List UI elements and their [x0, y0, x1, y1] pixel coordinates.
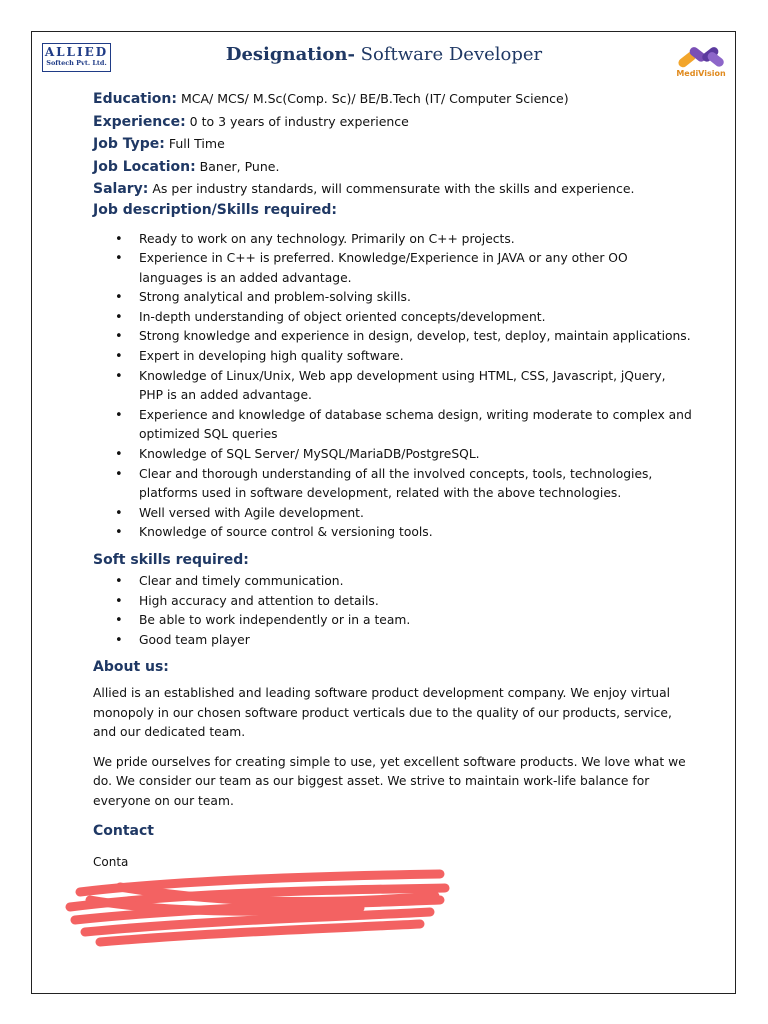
skills-list [93, 230, 693, 544]
skill-item: • Experience in C++ is preferred. Knowledge/Experience in JAVA or any other OO languages is an added advantage. [93, 249, 693, 288]
job-posting [93, 88, 693, 869]
medivision-logo [672, 44, 730, 84]
about-paragraph: We pride ourselves for creating simple to use, yet excellent software products. We love what we do. We consider our team as our biggest asset. We strive to maintain work-life balance for everyone on our team. [93, 754, 686, 808]
skill-item: • Clear and thorough understanding of all the involved concepts, tools, technologies, platforms used in software development, related with the above technologies. [93, 465, 693, 504]
field-label: Job Type: [93, 136, 165, 152]
job-fields [93, 88, 693, 201]
about-paragraph: Allied is an established and leading software product development company. We enjoy virtual monopoly in our chosen software product verticals due to the quality of our products, service, and our dedicated team. [93, 686, 672, 740]
field-row [93, 133, 693, 156]
skill-item: • In-depth understanding of object oriented concepts/development. [93, 308, 693, 328]
skill-item: • Knowledge of SQL Server/ MySQL/MariaDB/PostgreSQL. [93, 445, 693, 465]
skill-item: • Expert in developing high quality software. [93, 347, 693, 367]
allied-logo-main: ALLIED [44, 45, 109, 59]
field-row [93, 156, 693, 179]
soft-skill-item: • Be able to work independently or in a team. [93, 611, 693, 631]
field-value: As per industry standards, will commensurate with the skills and experience. [148, 181, 635, 196]
field-value: MCA/ MCS/ M.Sc(Comp. Sc)/ BE/B.Tech (IT/ Computer Science) [176, 91, 569, 106]
soft-skill-item: • High accuracy and attention to details. [93, 592, 693, 612]
redaction-scribble [60, 862, 460, 952]
field-value: Baner, Pune. [195, 158, 280, 174]
about-section [93, 684, 693, 811]
field-label: Education: [93, 91, 177, 107]
soft-skill-item: • Good team player [93, 631, 693, 651]
skill-item: • Knowledge of source control & versioning tools. [93, 523, 693, 543]
medivision-logo-text: MediVision [676, 69, 726, 78]
medivision-logo-icon [675, 44, 727, 68]
title-label: Designation- [225, 44, 355, 65]
skill-item: • Experience and knowledge of database schema design, writing moderate to complex and optimized SQL queries [93, 406, 693, 445]
field-value: 0 to 3 years of industry experience [185, 113, 409, 129]
skill-item: • Well versed with Agile development. [93, 504, 693, 524]
about-heading: About us: [93, 659, 169, 676]
field-row [93, 88, 693, 111]
soft-skills-list [93, 572, 693, 650]
skills-heading: Job description/Skills required: [93, 201, 337, 218]
soft-skill-item: • Clear and timely communication. [93, 572, 693, 592]
field-value: Full Time [164, 136, 225, 151]
skill-item: • Knowledge of Linux/Unix, Web app development using HTML, CSS, Javascript, jQuery, PHP is an added advantage. [93, 367, 693, 406]
field-row [93, 178, 693, 201]
contact-heading: Contact [93, 823, 154, 840]
field-label: Job Location: [93, 158, 196, 175]
contact-partial: Conta [93, 855, 129, 870]
skill-item: • Strong analytical and problem-solving skills. [93, 288, 693, 308]
page-title [0, 44, 768, 65]
soft-skills-heading: Soft skills required: [93, 552, 249, 568]
field-label: Salary: [93, 181, 149, 197]
skill-item: • Ready to work on any technology. Primarily on C++ projects. [93, 230, 693, 250]
skill-item: • Strong knowledge and experience in design, develop, test, deploy, maintain applications. [93, 327, 693, 347]
title-value: Software Developer [354, 44, 543, 65]
field-label: Experience: [93, 113, 186, 130]
allied-logo-sub: Softech Pvt. Ltd. [46, 59, 107, 67]
field-row [93, 111, 693, 134]
